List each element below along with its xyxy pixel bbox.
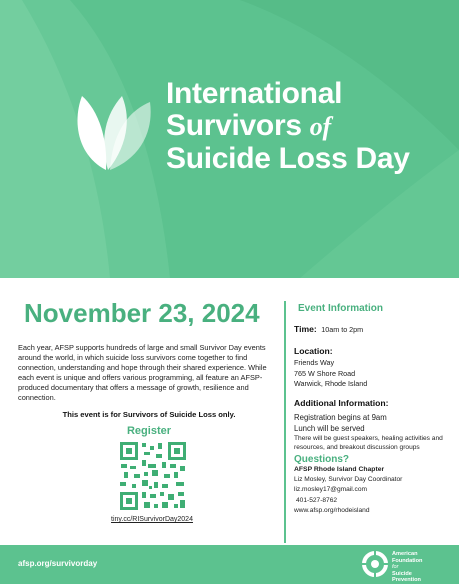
- afsp-logo-icon: [362, 551, 388, 577]
- location-line: Friends Way: [294, 358, 335, 367]
- register-heading: Register: [126, 425, 172, 437]
- event-information: [294, 303, 454, 517]
- chapter-website[interactable]: www.afsp.org/rhodeisland: [294, 507, 370, 514]
- org-line: for: [392, 564, 399, 571]
- location-address: [294, 358, 454, 390]
- event-summary: [18, 298, 280, 437]
- title-line-1: International: [166, 77, 343, 110]
- location-label: Location:: [294, 346, 333, 356]
- org-line: American: [392, 551, 418, 557]
- activities-note: There will be guest speakers, healing activities and resources, and breakout discussion groups: [294, 434, 443, 451]
- lunch-note: Lunch will be served: [294, 423, 365, 433]
- event-info-heading: Event Information: [298, 303, 384, 314]
- org-line: Prevention: [392, 577, 421, 584]
- org-line: Foundation: [392, 557, 423, 564]
- title-line-2: [166, 110, 410, 143]
- location-line: Warwick, Rhode Island: [294, 379, 368, 388]
- time-row: [294, 319, 454, 337]
- audience-note: This event is for Survivors of Suicide Loss only.: [62, 410, 236, 419]
- contact-phone: 401-527-8762: [296, 496, 338, 504]
- leaf-logo-icon: [70, 92, 152, 172]
- section-divider: [284, 301, 286, 543]
- questions-heading: Questions?: [294, 453, 350, 465]
- register-link[interactable]: tiny.cc/RISurvivorDay2024: [111, 516, 193, 523]
- event-description: Each year, AFSP supports hundreds of large and small Survivor Day events around the world, in which suicide loss survivors come together to find connection, understanding and hope through their shared experience. While each event is unique and offers various programming, all feature an AFSP-produced documentary that offers a message of growth, resilience and connection.: [18, 343, 267, 402]
- hero-banner: [0, 0, 459, 278]
- additional-label: Additional Information:: [294, 397, 389, 408]
- title-line-3: Suicide Loss Day: [166, 142, 410, 175]
- title-of: of: [309, 112, 331, 141]
- chapter-name: AFSP Rhode Island Chapter: [294, 465, 385, 473]
- contact-name: Liz Mosley, Survivor Day Coordinator: [294, 475, 403, 483]
- time-value: 10am to 2pm: [321, 325, 364, 334]
- contact-email[interactable]: liz.mosley17@gmail.com: [294, 486, 368, 493]
- title-survivors: Survivors: [166, 109, 302, 142]
- footer-url[interactable]: afsp.org/survivorday: [18, 559, 98, 568]
- qr-code-icon[interactable]: [118, 440, 188, 512]
- location-line: 765 W Shore Road: [294, 368, 356, 378]
- registration-time: Registration begins at 9am: [294, 412, 387, 422]
- afsp-wordmark: [392, 551, 422, 584]
- footer-bar: [0, 545, 459, 584]
- org-line: Suicide: [392, 570, 412, 577]
- event-title: [166, 78, 410, 175]
- event-date: November 23, 2024: [24, 298, 260, 328]
- time-label: Time:: [294, 324, 317, 334]
